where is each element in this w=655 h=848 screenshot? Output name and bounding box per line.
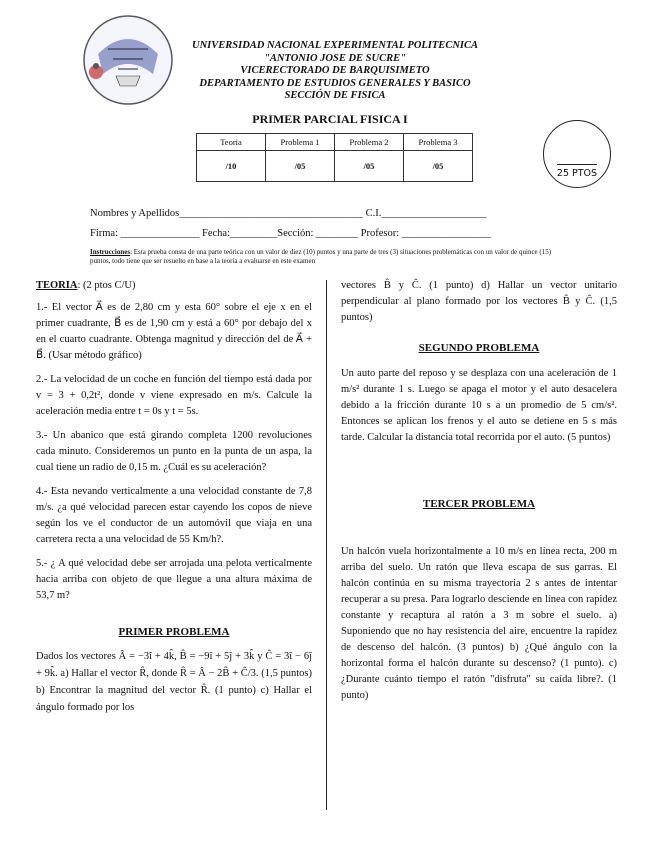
score-cell[interactable]: /05 xyxy=(404,151,473,182)
problem3-text: Un halcón vuela horizontalmente a 10 m/s en línea recta, 200 m arriba del suelo. Un ratón que lleva escapa de sus garras. El halcón continúa en su misma trayectoria 2 s antes de intentar recuperar a su presa. Para lograrlo desciende en línea con rapidez constante y recaptura al ratón a 3 m sobre el suelo. a) Suponiendo que no hay resistencia del aire, encuentre la rapidez de descenso del halcón. (3 puntos) b) ¿Qué ángulo con la horizontal forma el halcón durante su descenso? (1 punto). c) ¿Durante cuánto tiempo el ratón "disfruta" su caída libre?. (1 punto) xyxy=(341,546,617,701)
score-header: Teoria xyxy=(197,134,266,151)
header-line-4: DEPARTAMENTO DE ESTUDIOS GENERALES Y BASICO xyxy=(199,77,471,89)
theory-question-2: 2.- La velocidad de un coche en función del tiempo está dada por v = 3 + 0,2t², donde v viene expresado en m/s. Calcule la aceleración media entre t = 0s y t = 5s. xyxy=(36,374,312,417)
problem1-text-left: Dados los vectores Â = −3î + 4k̂, B̂ = −9î + 5ĵ + 3k̂ y Ĉ = 3î − 6ĵ + 9k̂. a) Hallar el vector R̂, donde R̂ = Â − 2B̂ + Ĉ/3. (1,5 puntos) b) Encontrar la magnitud del vector R̂. (1 punto) c) Hallar el ángulo formado por los xyxy=(36,651,312,713)
score-cell[interactable]: /10 xyxy=(197,151,266,182)
problem1-text-right: vectores B̂ y Ĉ. (1 punto) d) Hallar un vector unitario perpendicular al plano formado por los vectores B̂ y Ĉ. (1,5 puntos) xyxy=(341,280,617,323)
score-table xyxy=(196,133,473,182)
header-line-5: SECCIÓN DE FISICA xyxy=(284,90,386,101)
department-logo xyxy=(78,14,178,106)
right-column xyxy=(341,278,617,712)
header-line-2: "ANTONIO JOSE DE SUCRE" xyxy=(264,52,406,64)
theory-heading: TEORIA xyxy=(36,280,78,291)
problem2-text: Un auto parte del reposo y se desplaza con una aceleración de 1 m/s² durante 1 s. Luego se apaga el motor y el auto desacelera debido a la fricción durante 10 s a un promedio de 5 cm/s². Entonces se aplican los frenos y el auto se detiene en 5 s más tarde. Calcular la distancia total recorrida por el auto. (5 puntos) xyxy=(341,368,617,443)
theory-question-3: 3.- Un abanico que está girando completa 1200 revoluciones cada minuto. Consideremos un punto en la punta de un aspa, la cual tiene un radio de 0,15 m. ¿Cuál es su aceleración? xyxy=(36,430,312,473)
score-header: Problema 3 xyxy=(404,134,473,151)
theory-points: : (2 ptos C/U) xyxy=(77,280,136,291)
signature-field[interactable]: Firma: _______________ Fecha:_________Sección: ________ Profesor: _________________ xyxy=(90,228,492,239)
score-header: Problema 1 xyxy=(266,134,335,151)
theory-question-5: 5.- ¿ A qué velocidad debe ser arrojada una pelota verticalmente hacia arriba con objeto de que llegue a una altura máxima de 53,7 m? xyxy=(36,558,312,601)
left-column xyxy=(36,278,312,724)
theory-question-4: 4.- Esta nevando verticalmente a una velocidad constante de 7,8 m/s. ¿a qué velocidad parecen estar cayendo los copos de nieve según los ve el conductor de un automóvil que viaja en una carretera recta a una velocidad de 55 Km/h?. xyxy=(36,486,312,545)
column-divider xyxy=(326,280,327,810)
problem3-heading: TERCER PROBLEMA xyxy=(422,498,536,510)
name-field[interactable]: Nombres y Apellidos___________________________________ C.I.____________________ xyxy=(90,208,487,219)
instructions xyxy=(90,248,560,266)
total-points-label: 25 PTOS xyxy=(556,168,598,179)
theory-question-1: 1.- El vector A⃗ es de 2,80 cm y esta 60° sobre el eje x en el primer cuadrante, B⃗ es de 1,90 cm y está a 60° por debajo del x en el cuarto cuadrante. Obtenga magnitud y dirección del de A⃗ + B⃗. (Usar método gráfico) xyxy=(36,302,312,361)
score-cell[interactable]: /05 xyxy=(266,151,335,182)
header-line-3: VICERECTORADO DE BARQUISIMETO xyxy=(240,65,430,76)
instructions-text: : Esta prueba consta de una parte teórica con un valor de diez (10) puntos y una parte de tres (3) situaciones problemáticas con un valor de quince (15) puntos, todo tiene que ser resuelto en base a la teoría a evaluarse en este examen xyxy=(90,248,552,265)
instructions-label: Instrucciones xyxy=(90,248,131,256)
university-header xyxy=(180,40,490,103)
problem1-heading: PRIMER PROBLEMA xyxy=(118,626,230,638)
problem2-heading: SEGUNDO PROBLEMA xyxy=(418,342,540,354)
score-header: Problema 2 xyxy=(335,134,404,151)
score-cell[interactable]: /05 xyxy=(335,151,404,182)
header-line-1: UNIVERSIDAD NACIONAL EXPERIMENTAL POLITECNICA xyxy=(192,40,478,51)
exam-title: PRIMER PARCIAL FISICA I xyxy=(252,112,408,126)
total-points-badge xyxy=(543,120,611,188)
